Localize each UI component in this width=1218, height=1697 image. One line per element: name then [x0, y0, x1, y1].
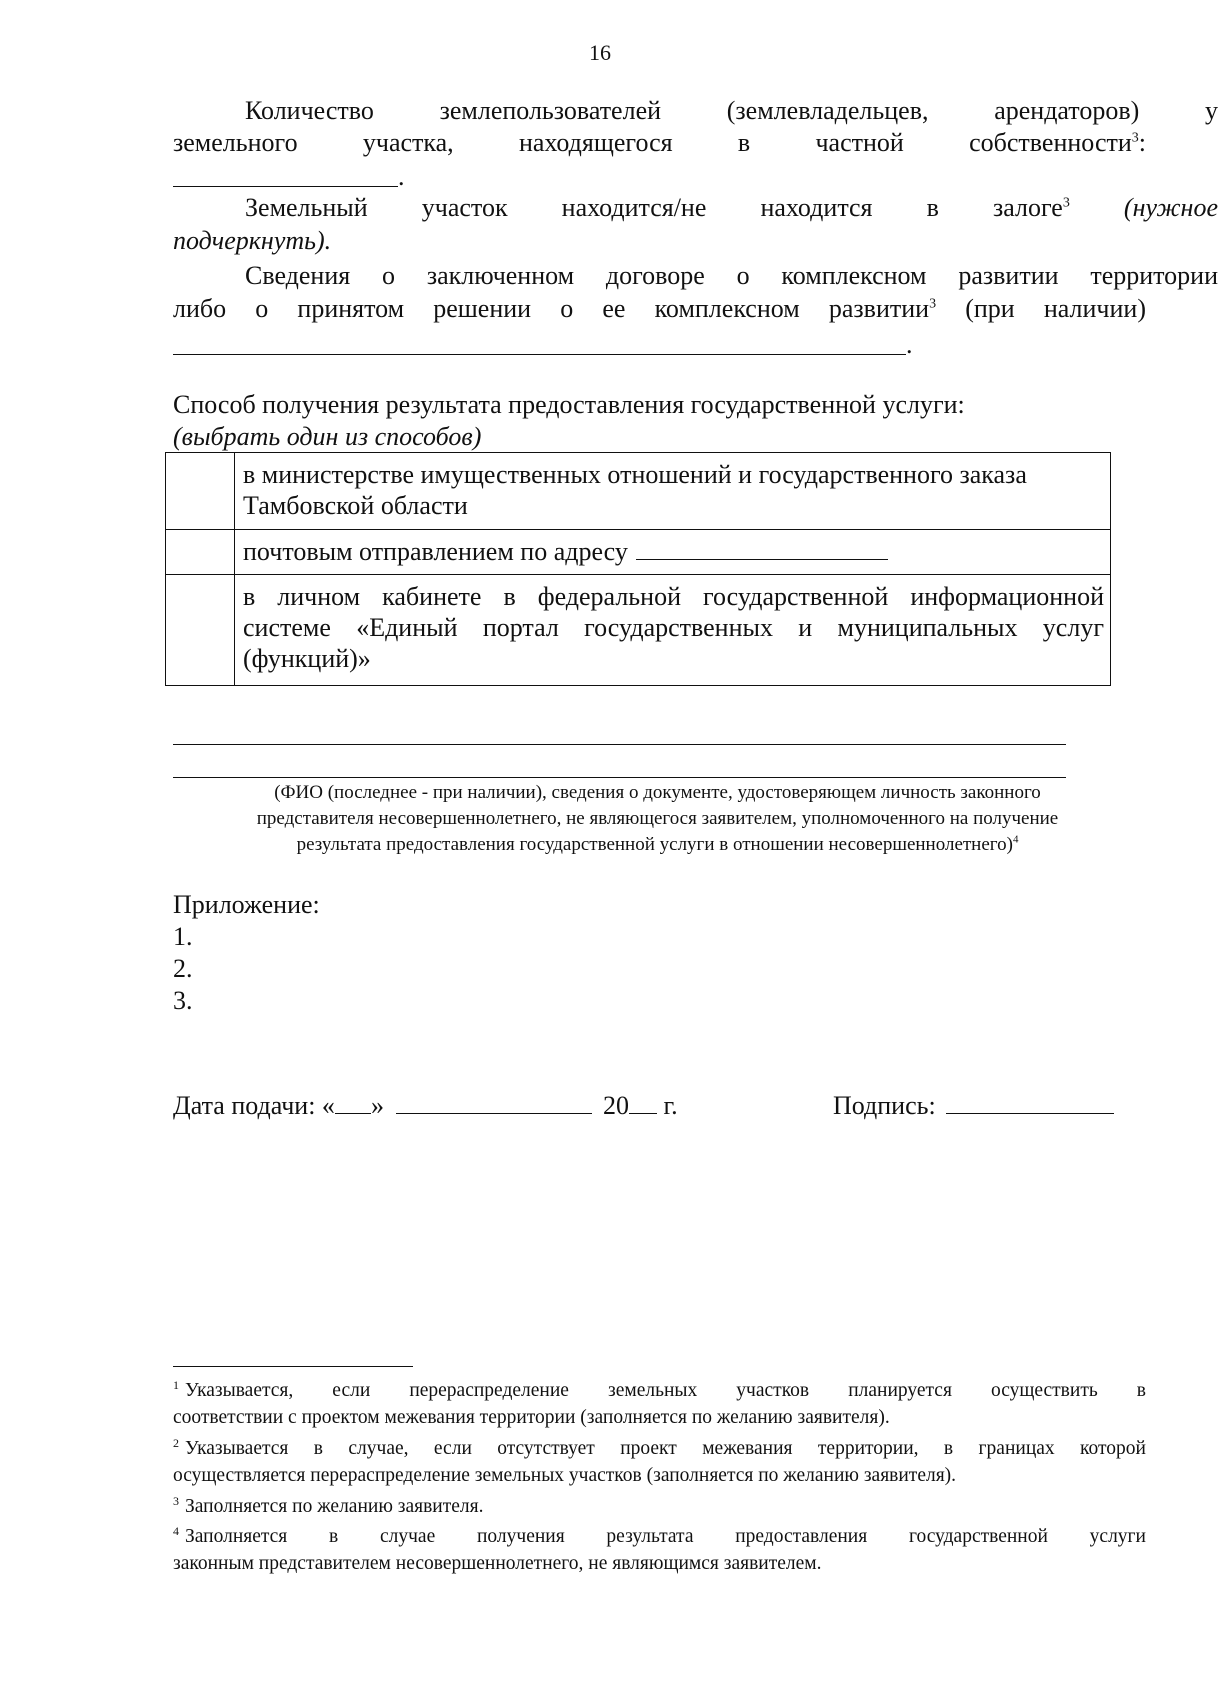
footnote-ref: 4 [1012, 833, 1019, 846]
attachments-heading: Приложение: [173, 890, 320, 919]
footnote-text: Заполняется по желанию заявителя. [185, 1496, 484, 1517]
method-option-1: в министерстве имущественных отношений и государственного заказа Тамбовской области [235, 453, 1111, 530]
footnote-4-line-1 [173, 1524, 1146, 1550]
method-option-3: в личном кабинете в федеральной государственной информационной системе «Единый портал государственных и муниципальных услуг (функций)» [235, 575, 1111, 686]
contract-blank-line[interactable] [173, 354, 906, 355]
year-prefix: 20 [602, 1091, 629, 1120]
landusers-line-2 [173, 128, 1146, 158]
footnote-3-line-1 [173, 1494, 1146, 1520]
footnote-1-line-1 [173, 1378, 1146, 1404]
contract-line-2-text: либо о принятом решении о ее комплексном развитии [173, 294, 930, 323]
signature-label: Подпись: [833, 1091, 936, 1120]
method-heading: Способ получения результата предоставления государственной услуги: [173, 390, 965, 419]
contract-line-2-end: (при наличии) [965, 294, 1146, 323]
footnote-mark: 1 [173, 1377, 179, 1392]
landusers-period: . [398, 162, 405, 191]
caption-line-3 [165, 832, 1150, 858]
year-suffix: г. [663, 1091, 678, 1120]
month-field[interactable] [396, 1091, 592, 1114]
pledge-text: Земельный участок находится/не находится в залоге [245, 193, 1063, 222]
landusers-line-2-text: земельного участка, находящегося в частной собственности [173, 128, 1132, 157]
signature-field[interactable] [946, 1091, 1114, 1114]
footnote-ref: 3 [1131, 130, 1139, 146]
method-option-2-label: почтовым отправлением по адресу [243, 537, 628, 566]
attachment-item-1: 1. [173, 922, 193, 951]
method-option-2 [235, 530, 1111, 575]
method-checkbox-3[interactable] [166, 575, 235, 686]
representative-line-1[interactable] [173, 744, 1066, 745]
landusers-line-2-end: : [1138, 128, 1146, 157]
page-number: 16 [589, 40, 611, 65]
delivery-method-table [165, 452, 1111, 686]
footnote-mark: 4 [173, 1523, 179, 1538]
contract-line-1: Сведения о заключенном договоре о комплексном развитии территории [245, 261, 1218, 290]
method-option-row [166, 453, 1111, 530]
method-option-row [166, 575, 1111, 686]
submission-date-row [173, 1091, 678, 1121]
footnote-2-line-1 [173, 1436, 1146, 1462]
footnote-text: Указывается в случае, если отсутствует проект межевания территории, в границах которой [185, 1438, 1146, 1459]
footnote-4-line-2: законным представителем несовершеннолетнего, не являющимся заявителем. [173, 1553, 822, 1574]
footnote-mark: 2 [173, 1435, 179, 1450]
footnote-text: Указывается, если перераспределение земельных участков планируется осуществить в [185, 1380, 1146, 1401]
footnote-ref: 3 [929, 296, 937, 312]
footnote-mark: 3 [173, 1493, 179, 1508]
method-checkbox-1[interactable] [166, 453, 235, 530]
signature-row [833, 1091, 1114, 1121]
contract-line-2 [173, 294, 1146, 324]
pledge-line-2: подчеркнуть). [173, 226, 332, 255]
pledge-note: (нужное [1123, 193, 1218, 222]
attachment-item-3: 3. [173, 986, 193, 1015]
landusers-blank-line[interactable] [173, 186, 398, 187]
method-checkbox-2[interactable] [166, 530, 235, 575]
representative-caption [165, 780, 1150, 858]
year-field[interactable] [629, 1091, 657, 1114]
representative-line-2[interactable] [173, 777, 1066, 778]
date-label: Дата подачи: « [173, 1091, 335, 1120]
landusers-line-1: Количество землепользователей (землевладельцев, арендаторов) у [245, 96, 1218, 125]
day-field[interactable] [335, 1091, 371, 1114]
footnote-separator [173, 1366, 413, 1367]
date-close: » [370, 1091, 384, 1120]
caption-line-2: представителя несовершеннолетнего, не являющегося заявителем, уполномоченного на получение [256, 808, 1059, 829]
caption-line-1: (ФИО (последнее - при наличии), сведения о документе, удостоверяющем личность законного [274, 782, 1041, 803]
pledge-line-1 [173, 193, 1218, 223]
method-option-row [166, 530, 1111, 575]
postal-address-field[interactable] [636, 539, 888, 560]
footnote-ref: 3 [1062, 195, 1070, 211]
footnote-1-line-2: соответствии с проектом межевания территории (заполняется по желанию заявителя). [173, 1407, 890, 1428]
footnote-text: Заполняется в случае получения результата предоставления государственной услуги [185, 1526, 1146, 1547]
method-note: (выбрать один из способов) [173, 422, 482, 451]
caption-line-3-text: результата предоставления государственной услуги в отношении несовершеннолетнего) [296, 834, 1013, 855]
attachment-item-2: 2. [173, 954, 193, 983]
contract-period: . [906, 330, 913, 359]
footnote-2-line-2: осуществляется перераспределение земельных участков (заполняется по желанию заявителя). [173, 1465, 957, 1486]
